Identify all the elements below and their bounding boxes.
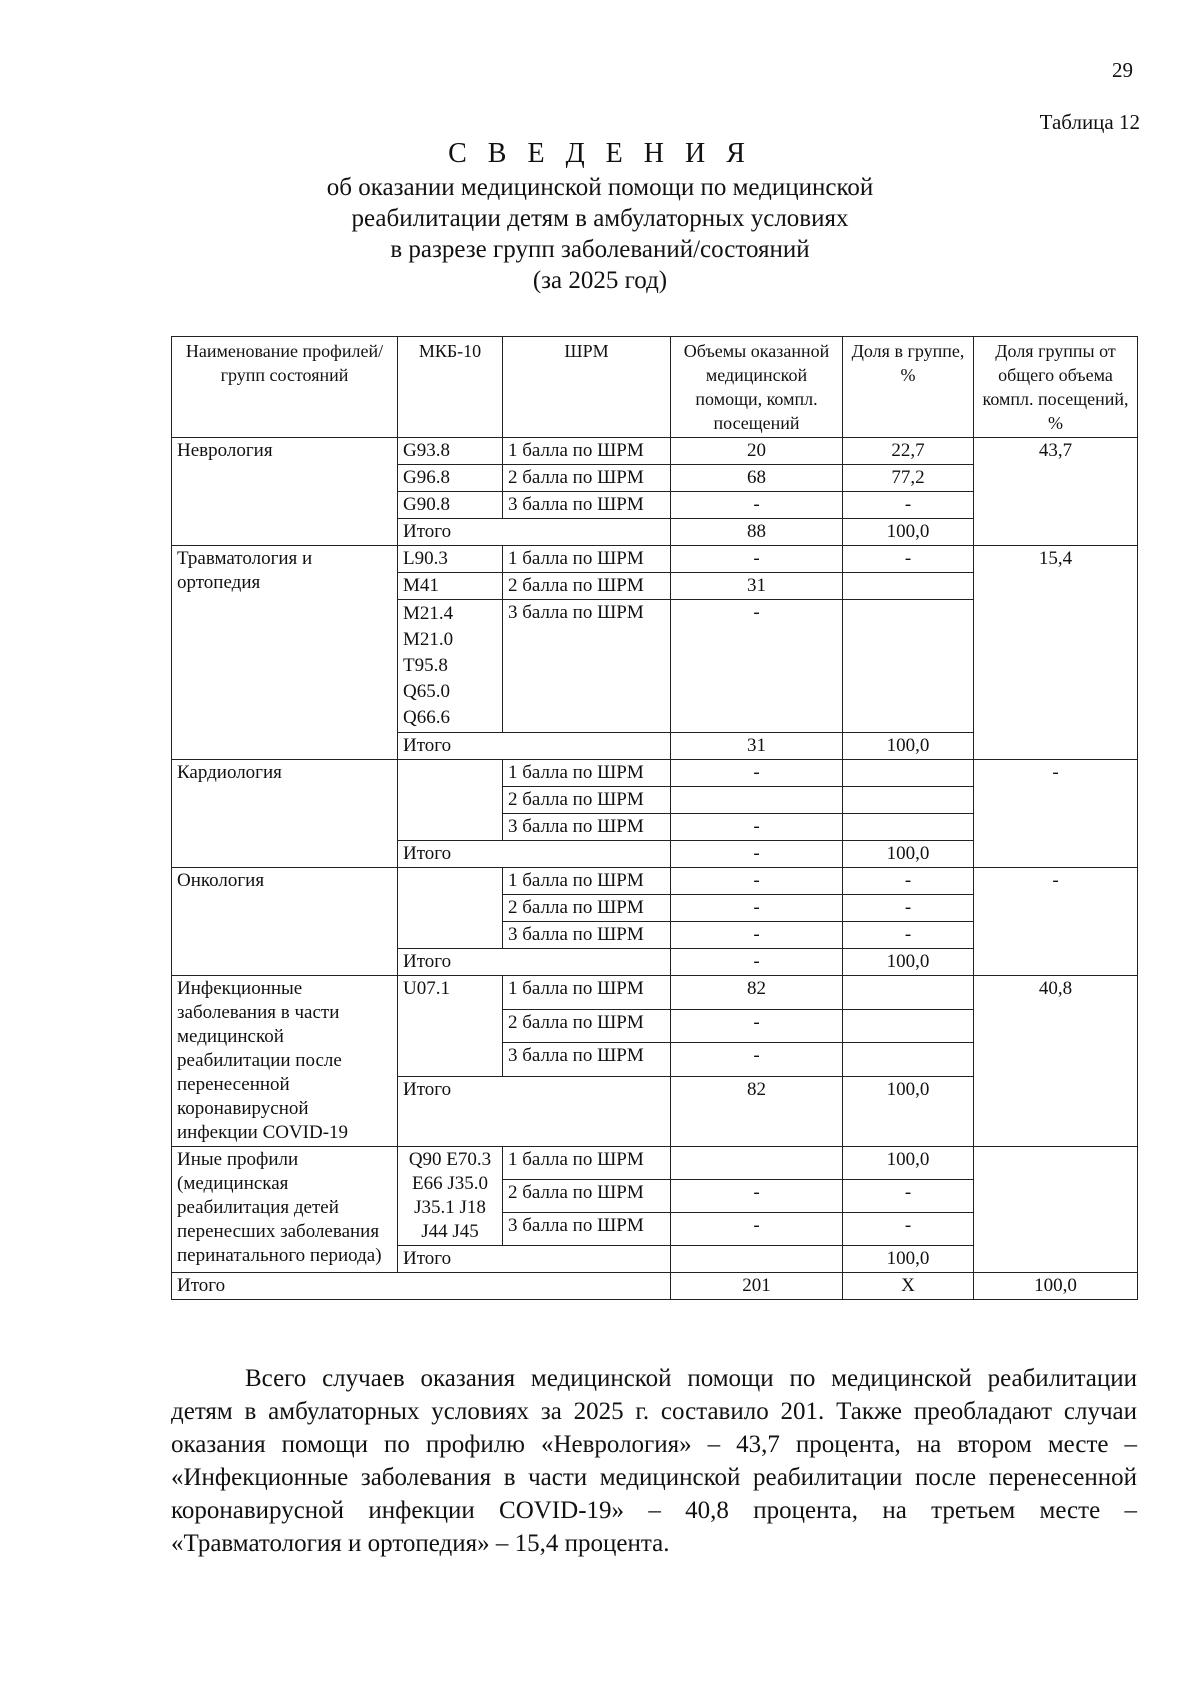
- title-line: об оказании медицинской помощи по медицинской: [326, 174, 874, 201]
- mkb-code: G90.8: [398, 492, 503, 519]
- share-cell: -: [843, 492, 974, 519]
- volume-cell: -: [671, 1009, 843, 1043]
- shrm-label: 2 балла по ШРМ: [503, 895, 671, 922]
- group-name-onco: Онкология: [172, 868, 398, 976]
- shrm-label: 3 балла по ШРМ: [503, 600, 671, 733]
- summary-paragraph: Всего случаев оказания медицинской помощи по медицинской реабилитации детям в амбулаторных условиях за 2025 г. составило 201. Также преобладают случаи оказания помощи по профилю «Неврология» – 43,7 процента, на втором месте – «Инфекционные заболевания в части медицинской реабилитации после перенесенной коронавирусной инфекции COVID-19» – 40,8 процента, на третьем месте – «Травматология и ортопедия» – 15,4 процента.: [171, 1365, 1137, 1557]
- share-cell: 77,2: [843, 465, 974, 492]
- mkb-code-list: [398, 600, 503, 733]
- mkb-code: L90.3: [398, 546, 503, 573]
- shrm-label: 1 балла по ШРМ: [503, 1147, 671, 1180]
- share-total-cell: -: [974, 868, 1138, 976]
- shrm-label: 3 балла по ШРМ: [503, 1043, 671, 1077]
- document-title: [0, 136, 1200, 296]
- mkb-code-empty: [398, 868, 503, 949]
- share-total-group-cell: 100,0: [843, 1246, 974, 1273]
- mkb-code: U07.1: [398, 976, 503, 1077]
- share-total-group-cell: 100,0: [843, 1077, 974, 1147]
- share-cell: -: [843, 1180, 974, 1213]
- share-cell: -: [843, 868, 974, 895]
- share-cell: -: [843, 895, 974, 922]
- share-total-cell: 43,7: [974, 438, 1138, 546]
- share-total-group-cell: 100,0: [843, 949, 974, 976]
- share-total-group-cell: 100,0: [843, 519, 974, 546]
- volume-total-cell: 82: [671, 1077, 843, 1147]
- volume-total-cell: -: [671, 949, 843, 976]
- table-number: Таблица 12: [1039, 110, 1140, 134]
- mkb-code: M21.0: [403, 629, 454, 650]
- volume-cell: 82: [671, 976, 843, 1010]
- mkb-code-empty: [398, 760, 503, 841]
- mkb-code: M41: [398, 573, 503, 600]
- table-row: [172, 546, 1138, 573]
- mkb-code: Q65.0: [403, 681, 450, 702]
- group-name-cardio: Кардиология: [172, 760, 398, 868]
- shrm-label: 2 балла по ШРМ: [503, 573, 671, 600]
- share-total-cell: -: [974, 760, 1138, 868]
- grand-total-share-total: 100,0: [974, 1273, 1138, 1300]
- itogo-label: Итого: [398, 733, 671, 760]
- header-share-group: Доля в группе, %: [843, 337, 974, 438]
- share-cell: 100,0: [843, 1147, 974, 1180]
- shrm-label: 1 балла по ШРМ: [503, 760, 671, 787]
- rehab-table: [171, 336, 1138, 1300]
- mkb-code: G96.8: [398, 465, 503, 492]
- share-cell: -: [843, 1213, 974, 1246]
- page-number: 29: [1112, 58, 1133, 82]
- shrm-label: 3 балла по ШРМ: [503, 814, 671, 841]
- title-line: в разрезе групп заболеваний/состояний: [390, 236, 810, 263]
- title-line: (за 2025 год): [532, 267, 668, 294]
- shrm-label: 1 балла по ШРМ: [503, 976, 671, 1010]
- table-row: [172, 976, 1138, 1010]
- shrm-label: 2 балла по ШРМ: [503, 1009, 671, 1043]
- title-line: реабилитации детям в амбулаторных условиях: [351, 205, 849, 232]
- itogo-label: Итого: [398, 1077, 671, 1147]
- volume-cell: -: [671, 492, 843, 519]
- grand-total-label: Итого: [172, 1273, 671, 1300]
- share-cell: [843, 814, 974, 841]
- itogo-label: Итого: [398, 841, 671, 868]
- table-header-row: [172, 337, 1138, 438]
- share-cell: 22,7: [843, 438, 974, 465]
- volume-cell: -: [671, 922, 843, 949]
- volume-cell: 20: [671, 438, 843, 465]
- itogo-label: Итого: [398, 949, 671, 976]
- volume-cell: -: [671, 1043, 843, 1077]
- share-total-cell: 40,8: [974, 976, 1138, 1147]
- share-cell: [843, 573, 974, 600]
- grand-total-row: [172, 1273, 1138, 1300]
- share-cell: [843, 760, 974, 787]
- share-cell: [843, 600, 974, 733]
- share-cell: [843, 976, 974, 1010]
- table-row: [172, 868, 1138, 895]
- shrm-label: 1 балла по ШРМ: [503, 546, 671, 573]
- mkb-code: Q66.6: [403, 707, 450, 728]
- volume-cell: -: [671, 1213, 843, 1246]
- share-cell: [843, 1009, 974, 1043]
- group-name-infect: Инфекционные заболевания в части медицинской реабилитации после перенесенной коронавирусной инфекции COVID-19: [172, 976, 398, 1147]
- volume-cell: -: [671, 868, 843, 895]
- shrm-label: 1 балла по ШРМ: [503, 868, 671, 895]
- group-name-neuro: Неврология: [172, 438, 398, 546]
- group-name-trauma: Травматология и ортопедия: [172, 546, 398, 760]
- mkb-code: M21.4: [403, 603, 454, 624]
- share-total-group-cell: 100,0: [843, 733, 974, 760]
- title-main: С В Е Д Е Н И Я: [448, 138, 752, 169]
- mkb-code: G93.8: [398, 438, 503, 465]
- header-share-total: Доля группы от общего объема компл. посещений, %: [974, 337, 1138, 438]
- shrm-label: 1 балла по ШРМ: [503, 438, 671, 465]
- shrm-label: 2 балла по ШРМ: [503, 787, 671, 814]
- grand-total-volume: 201: [671, 1273, 843, 1300]
- shrm-label: 3 балла по ШРМ: [503, 492, 671, 519]
- volume-cell: 68: [671, 465, 843, 492]
- itogo-label: Итого: [398, 1246, 671, 1273]
- share-total-group-cell: 100,0: [843, 841, 974, 868]
- table-row: [172, 438, 1138, 465]
- mkb-code: T95.8: [403, 655, 448, 676]
- group-name-other: Иные профили (медицинская реабилитация детей перенесших заболевания перинатального периода): [172, 1147, 398, 1273]
- shrm-label: 2 балла по ШРМ: [503, 465, 671, 492]
- itogo-label: Итого: [398, 519, 671, 546]
- share-cell: [843, 1043, 974, 1077]
- share-total-cell: [974, 1147, 1138, 1273]
- header-mkb: МКБ-10: [398, 337, 503, 438]
- header-volume: Объемы оказанной медицинской помощи, компл. посещений: [671, 337, 843, 438]
- table-row: [172, 1147, 1138, 1180]
- volume-total-cell: 31: [671, 733, 843, 760]
- volume-cell: -: [671, 895, 843, 922]
- header-shrm: ШРМ: [503, 337, 671, 438]
- header-name: Наименование профилей/групп состояний: [172, 337, 398, 438]
- shrm-label: 3 балла по ШРМ: [503, 1213, 671, 1246]
- mkb-code-list: Q90 E70.3 E66 J35.0 J35.1 J18 J44 J45: [398, 1147, 503, 1246]
- volume-total-cell: 88: [671, 519, 843, 546]
- share-cell: -: [843, 546, 974, 573]
- volume-cell: -: [671, 600, 843, 733]
- share-cell: -: [843, 922, 974, 949]
- volume-total-cell: -: [671, 841, 843, 868]
- share-cell: [843, 787, 974, 814]
- volume-cell: 31: [671, 573, 843, 600]
- volume-cell: [671, 787, 843, 814]
- volume-total-cell: [671, 1246, 843, 1273]
- shrm-label: 3 балла по ШРМ: [503, 922, 671, 949]
- volume-cell: -: [671, 546, 843, 573]
- grand-total-share: X: [843, 1273, 974, 1300]
- volume-cell: -: [671, 760, 843, 787]
- share-total-cell: 15,4: [974, 546, 1138, 760]
- volume-cell: -: [671, 814, 843, 841]
- volume-cell: -: [671, 1180, 843, 1213]
- volume-cell: [671, 1147, 843, 1180]
- shrm-label: 2 балла по ШРМ: [503, 1180, 671, 1213]
- table-row: [172, 760, 1138, 787]
